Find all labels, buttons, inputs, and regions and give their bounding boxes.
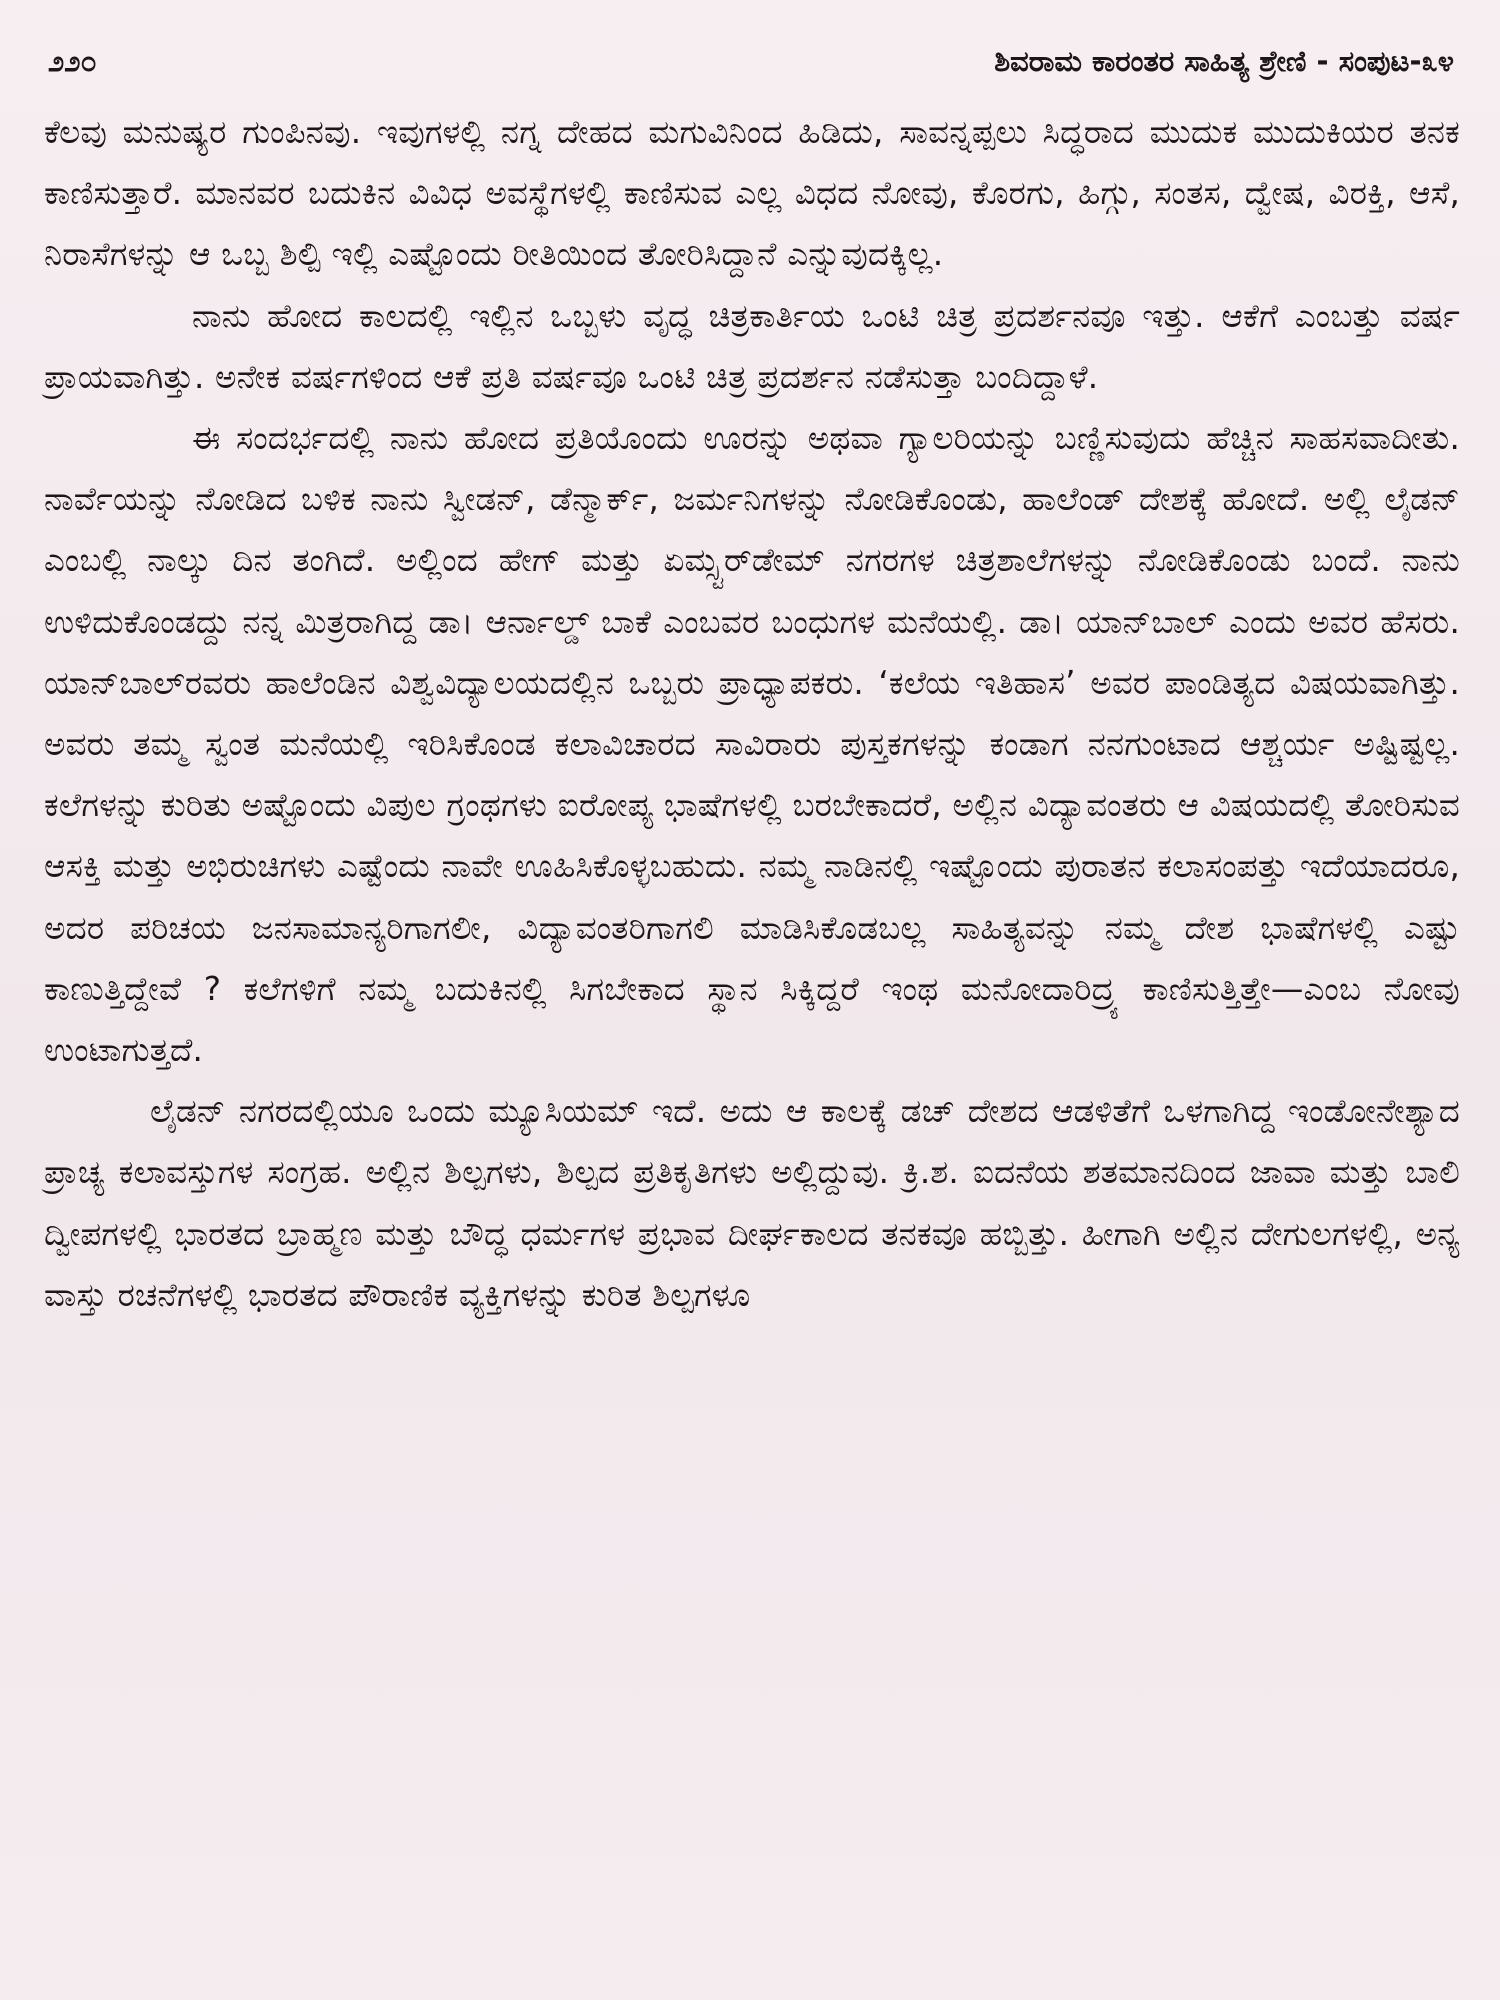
paragraph-4: ಲೈಡನ್ ನಗರದಲ್ಲಿಯೂ ಒಂದು ಮ್ಯೂಸಿಯಮ್ ಇದೆ. ಅದು ಆ ಕಾಲಕ್ಕೆ ಡಚ್ ದೇಶದ ಆಡಳಿತೆಗೆ ಒಳಗಾಗಿದ್ದ ಇಂಡೋನೇಶ್ಯಾದ ಪ್ರಾಚ್ಯ ಕಲಾವಸ್ತುಗಳ ಸಂಗ್ರಹ. ಅಲ್ಲಿನ ಶಿಲ್ಪಗಳು, ಶಿಲ್ಪದ ಪ್ರತಿಕೃತಿಗಳು ಅಲ್ಲಿದ್ದುವು. ಕ್ರಿ.ಶ. ಐದನೆಯ ಶತಮಾನದಿಂದ ಜಾವಾ ಮತ್ತು ಬಾಲಿ ದ್ವೀಪಗಳಲ್ಲಿ ಭಾರತದ ಬ್ರಾಹ್ಮಣ ಮತ್ತು ಬೌದ್ಧ ಧರ್ಮಗಳ ಪ್ರಭಾವ ದೀರ್ಘಕಾಲದ ತನಕವೂ ಹಬ್ಬಿತ್ತು. ಹೀಗಾಗಿ ಅಲ್ಲಿನ ದೇಗುಲಗಳಲ್ಲಿ, ಅನ್ಯ ವಾಸ್ತು ರಚನೆಗಳಲ್ಲಿ ಭಾರತದ ಪೌರಾಣಿಕ ವ್ಯಕ್ತಿಗಳನ್ನು ಕುರಿತ ಶಿಲ್ಪಗಳೂ [44,1092,1460,1314]
page-number: ೨೨೦ [48,44,97,78]
body-text [44,102,1460,1326]
paragraph-1: ಕೆಲವು ಮನುಷ್ಯರ ಗುಂಪಿನವು. ಇವುಗಳಲ್ಲಿ ನಗ್ನ ದೇಹದ ಮಗುವಿನಿಂದ ಹಿಡಿದು, ಸಾವನ್ನಪ್ಪಲು ಸಿದ್ಧರಾದ ಮುದುಕ ಮುದುಕಿಯರ ತನಕ ಕಾಣಿಸುತ್ತಾರೆ. ಮಾನವರ ಬದುಕಿನ ವಿವಿಧ ಅವಸ್ಥೆಗಳಲ್ಲಿ ಕಾಣಿಸುವ ಎಲ್ಲ ವಿಧದ ನೋವು, ಕೊರಗು, ಹಿಗ್ಗು, ಸಂತಸ, ದ್ವೇಷ, ವಿರಕ್ತಿ, ಆಸೆ, ನಿರಾಸೆಗಳನ್ನು ಆ ಒಬ್ಬ ಶಿಲ್ಪಿ ಇಲ್ಲಿ ಎಷ್ಟೊಂದು ರೀತಿಯಿಂದ ತೋರಿಸಿದ್ದಾನೆ ಎನ್ನುವುದಕ್ಕಿಲ್ಲ. [44,113,1460,274]
paragraph-3: ಈ ಸಂದರ್ಭದಲ್ಲಿ ನಾನು ಹೋದ ಪ್ರತಿಯೊಂದು ಊರನ್ನು ಅಥವಾ ಗ್ಯಾಲರಿಯನ್ನು ಬಣ್ಣಿಸುವುದು ಹೆಚ್ಚಿನ ಸಾಹಸವಾದೀತು. ನಾರ್ವೆಯನ್ನು ನೋಡಿದ ಬಳಿಕ ನಾನು ಸ್ವೀಡನ್, ಡೆನ್ಮಾರ್ಕ್, ಜರ್ಮನಿಗಳನ್ನು ನೋಡಿಕೊಂಡು, ಹಾಲೆಂಡ್ ದೇಶಕ್ಕೆ ಹೋದೆ. ಅಲ್ಲಿ ಲೈಡನ್ ಎಂಬಲ್ಲಿ ನಾಲ್ಕು ದಿನ ತಂಗಿದೆ. ಅಲ್ಲಿಂದ ಹೇಗ್ ಮತ್ತು ಏಮ್ಸ್ಟರ್‌ಡೇಮ್ ನಗರಗಳ ಚಿತ್ರಶಾಲೆಗಳನ್ನು ನೋಡಿಕೊಂಡು ಬಂದೆ. ನಾನು ಉಳಿದುಕೊಂಡದ್ದು ನನ್ನ ಮಿತ್ರರಾಗಿದ್ದ ಡಾ। ಆರ್ನಾಲ್ಡ್ ಬಾಕೆ ಎಂಬವರ ಬಂಧುಗಳ ಮನೆಯಲ್ಲಿ. ಡಾ। ಯಾನ್‌ಬಾಲ್ ಎಂದು ಅವರ ಹೆಸರು. ಯಾನ್‌ಬಾಲ್‌ರವರು ಹಾಲೆಂಡಿನ ವಿಶ್ವವಿದ್ಯಾಲಯದಲ್ಲಿನ ಒಬ್ಬರು ಪ್ರಾಧ್ಯಾಪಕರು. ‘ಕಲೆಯ ಇತಿಹಾಸ’ ಅವರ ಪಾಂಡಿತ್ಯದ ವಿಷಯವಾಗಿತ್ತು. ಅವರು ತಮ್ಮ ಸ್ವಂತ ಮನೆಯಲ್ಲಿ ಇರಿಸಿಕೊಂಡ ಕಲಾವಿಚಾರದ ಸಾವಿರಾರು ಪುಸ್ತಕಗಳನ್ನು ಕಂಡಾಗ ನನಗುಂಟಾದ ಆಶ್ಚರ್ಯ ಅಷ್ಟಿಷ್ಟಲ್ಲ. ಕಲೆಗಳನ್ನು ಕುರಿತು ಅಷ್ಟೊಂದು ವಿಪುಲ ಗ್ರಂಥಗಳು ಐರೋಪ್ಯ ಭಾಷೆಗಳಲ್ಲಿ ಬರಬೇಕಾದರೆ, ಅಲ್ಲಿನ ವಿದ್ಯಾವಂತರು ಆ ವಿಷಯದಲ್ಲಿ ತೋರಿಸುವ ಆಸಕ್ತಿ ಮತ್ತು ಅಭಿರುಚಿಗಳು ಎಷ್ಟೆಂದು ನಾವೇ ಊಹಿಸಿಕೊಳ್ಳಬಹುದು. ನಮ್ಮ ನಾಡಿನಲ್ಲಿ ಇಷ್ಟೊಂದು ಪುರಾತನ ಕಲಾಸಂಪತ್ತು ಇದೆಯಾದರೂ, ಅದರ ಪರಿಚಯ ಜನಸಾಮಾನ್ಯರಿಗಾಗಲೀ, ವಿದ್ಯಾವಂತರಿಗಾಗಲಿ ಮಾಡಿಸಿಕೊಡಬಲ್ಲ ಸಾಹಿತ್ಯವನ್ನು ನಮ್ಮ ದೇಶ ಭಾಷೆಗಳಲ್ಲಿ ಎಷ್ಟು ಕಾಣುತ್ತಿದ್ದೇವೆ ? ಕಲೆಗಳಿಗೆ ನಮ್ಮ ಬದುಕಿನಲ್ಲಿ ಸಿಗಬೇಕಾದ ಸ್ಥಾನ ಸಿಕ್ಕಿದ್ದರೆ ಇಂಥ ಮನೋದಾರಿದ್ರ್ಯ ಕಾಣಿಸುತ್ತಿತ್ತೇ—ಎಂಬ ನೋವು ಉಂಟಾಗುತ್ತದೆ. [44,419,1460,1070]
running-title: ಶಿವರಾಮ ಕಾರಂತರ ಸಾಹಿತ್ಯ ಶ್ರೇಣಿ - ಸಂಪುಟ-೩೪ [994,44,1454,78]
paragraph-2: ನಾನು ಹೋದ ಕಾಲದಲ್ಲಿ ಇಲ್ಲಿನ ಒಬ್ಬಳು ವೃದ್ಧ ಚಿತ್ರಕಾರ್ತಿಯ ಒಂಟಿ ಚಿತ್ರ ಪ್ರದರ್ಶನವೂ ಇತ್ತು. ಆಕೆಗೆ ಎಂಬತ್ತು ವರ್ಷ ಪ್ರಾಯವಾಗಿತ್ತು. ಅನೇಕ ವರ್ಷಗಳಿಂದ ಆಕೆ ಪ್ರತಿ ವರ್ಷವೂ ಒಂಟಿ ಚಿತ್ರ ಪ್ರದರ್ಶನ ನಡೆಸುತ್ತಾ ಬಂದಿದ್ದಾಳೆ. [44,296,1460,396]
page-header [44,36,1460,92]
